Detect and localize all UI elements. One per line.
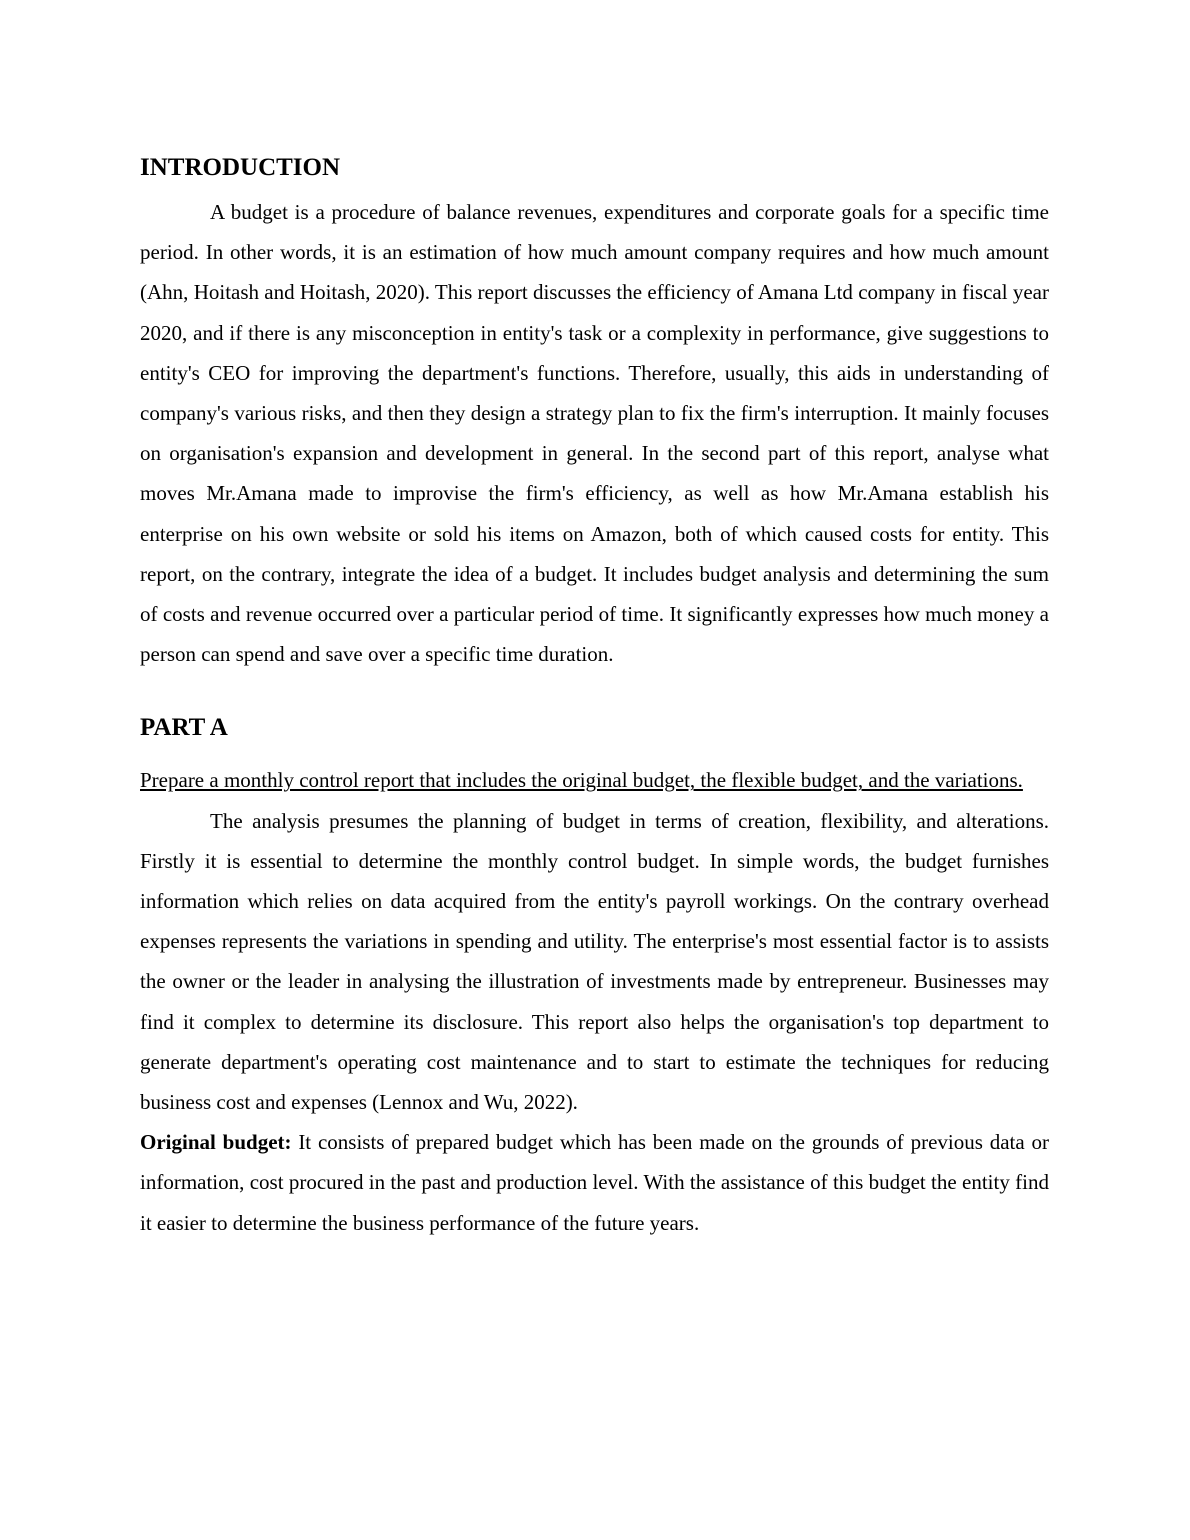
original-budget-text: It consists of prepared budget which has been made on the grounds of previous data or information, cost procured in the past and production level. With the assistance of this budget the entity find it easier to determine the business performance of the future years. bbox=[140, 1130, 1049, 1235]
part-a-heading: PART A bbox=[140, 714, 228, 742]
original-budget-paragraph bbox=[140, 1122, 1049, 1243]
introduction-heading: INTRODUCTION bbox=[140, 154, 341, 181]
original-budget-label: Original budget: bbox=[140, 1130, 292, 1155]
part-a-analysis-paragraph: The analysis presumes the planning of budget in terms of creation, flexibility, and alterations. Firstly it is essential to determine the monthly control budget. In simple words, the budget furnishes information which relies on data acquired from the entity's payroll workings. On the contrary overhead expenses represents the variations in spending and utility. The enterprise's most essential factor is to assists the owner or the leader in analysing the illustration of investments made by entrepreneur. Businesses may find it complex to determine its disclosure. This report also helps the organisation's top department to generate department's operating cost maintenance and to start to estimate the techniques for reducing business cost and expenses (Lennox and Wu, 2022). bbox=[140, 808, 1049, 1115]
introduction-paragraph: A budget is a procedure of balance revenues, expenditures and corporate goals for a specific time period. In other words, it is an estimation of how much amount company requires and how much amount (Ahn, Hoitash and Hoitash, 2020). This report discusses the efficiency of Amana Ltd company in fiscal year 2020, and if there is any misconception in entity's task or a complexity in performance, give suggestions to entity's CEO for improving the department's functions. Therefore, usually, this aids in understanding of company's various risks, and then they design a strategy plan to fix the firm's interruption. It mainly focuses on organisation's expansion and development in general. In the second part of this report, analyse what moves Mr.Amana made to improvise the firm's efficiency, as well as how Mr.Amana establish his enterprise on his own website or sold his items on Amazon, both of which caused costs for entity. This report, on the contrary, integrate the idea of a budget. It includes budget analysis and determining the sum of costs and revenue occurred over a particular period of time. It significantly expresses how much money a person can spend and save over a specific time duration. bbox=[140, 200, 1049, 667]
part-a-task-statement: Prepare a monthly control report that includes the original budget, the flexible budget, and the variations. bbox=[140, 768, 1023, 793]
document-page bbox=[140, 150, 1049, 1243]
